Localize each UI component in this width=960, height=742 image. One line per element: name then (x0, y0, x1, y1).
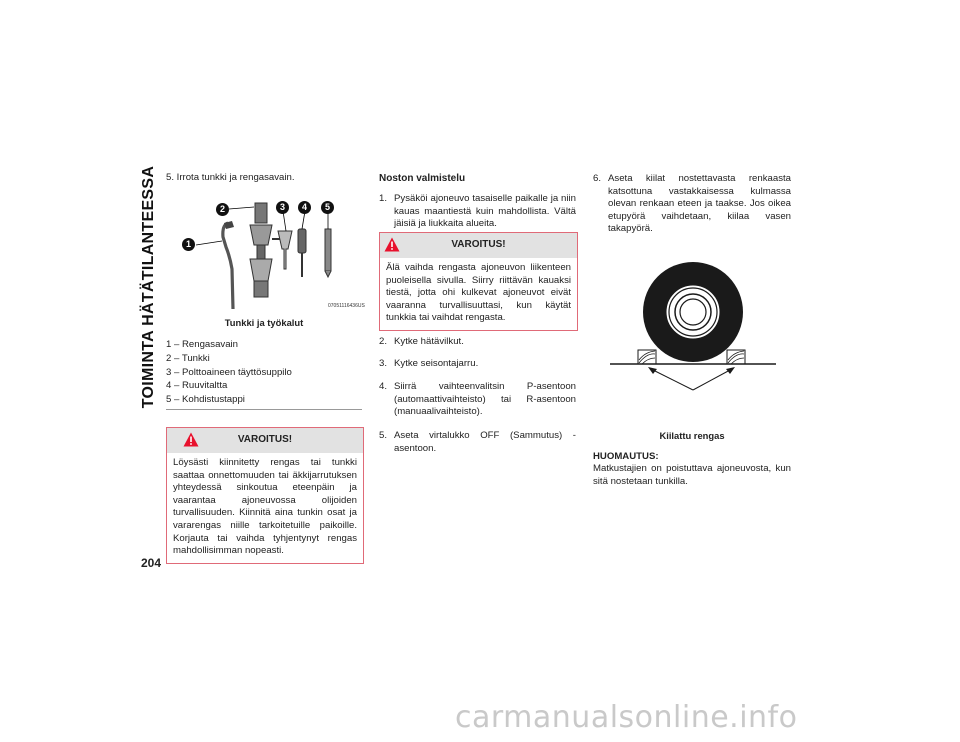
callout-2: 2 (216, 203, 229, 216)
col2-step-1: 1. Pysäköi ajoneuvo tasaiselle paikalle ja niin kauas maantiestä kuin mahdollista. Vältä jäisiä ja liukkaita alueita. (379, 193, 576, 230)
note-title: HUOMAUTUS: (593, 451, 659, 462)
col3-step-6: 6. Aseta kiilat nostettavasta renkaasta katsottuna vastakkaisessa kulmassa olevan renkaan eteen ja taakse. Jos oikea etupyörä vaihdetaan, kiilaa vasen takapyörä. (593, 173, 791, 235)
callout-5: 5 (321, 201, 334, 214)
col2-step-4: 4. Siirrä vaihteenvalitsin P-asentoon (automaattivaihteisto) tai R-asentoon (manuaalivaihteisto). (379, 381, 576, 418)
warning-title: VAROITUS! (451, 239, 506, 250)
warning-header (167, 428, 363, 453)
col2-step-5: 5. Aseta virtalukko OFF (Sammutus) -asentoon. (379, 430, 576, 454)
watermark: carmanualsonline.info (455, 700, 798, 735)
legend-divider (166, 409, 362, 410)
warning-box-2 (379, 232, 578, 331)
tools-legend (166, 338, 362, 407)
legend-item: 5 – Kohdistustappi (166, 394, 245, 406)
wheel-chock-figure (608, 262, 778, 392)
legend-item: 3 – Polttoaineen täyttösuppilo (166, 366, 292, 378)
tools-caption: Tunkki ja työkalut (224, 317, 304, 328)
warning-body: Löysästi kiinnitetty rengas tai tunkki saattaa onnettomuuden tai äkkijarrutuksen yhteydessä sinkoutua eteenpäin ja vaarantaa ajoneuvossa olijoiden turvallisuuden. Kiinnitä aina tunkin osat ja vararengas niille tarkoitetuille paikoille. Korjauta tai vaihda tyhjentynyt rengas mahdollisimman nopeasti. (173, 457, 357, 557)
col1-step-5: 5. Irrota tunkki ja rengasavain. (166, 172, 295, 183)
note-body: Matkustajien on poistuttava ajoneuvosta, kun sitä nostetaan tunkilla. (593, 463, 791, 487)
warning-body: Älä vaihda rengasta ajoneuvon liikenteen puoleisella sivulla. Siirry riittävän kauaksi tiestä, jotta ohi kulkevat ajoneuvot eivät vaaranna turvallisuuttasi, kun käytät tunkkia tai vaihdat rengasta. (386, 262, 571, 324)
callout-1: 1 (182, 238, 195, 251)
section-heading: Noston valmistelu (379, 173, 466, 184)
legend-item: 4 – Ruuvitaltta (166, 380, 228, 392)
tools-figure (180, 195, 365, 315)
col2-step-2: 2. Kytke hätävilkut. (379, 336, 464, 347)
warning-header (380, 233, 577, 258)
page-number: 204 (141, 556, 162, 570)
callout-3: 3 (276, 201, 289, 214)
warning-box-1 (166, 427, 364, 564)
callout-4: 4 (298, 201, 311, 214)
chock-right (727, 350, 745, 364)
figure-code: 07051116436US (328, 303, 365, 309)
chock-left (638, 350, 656, 364)
section-title (137, 165, 161, 409)
section-title-text: TOIMINTA HÄTÄTILANTEESSA (140, 165, 157, 409)
wheel-chock-caption: Kiilattu rengas (659, 430, 725, 441)
col2-step-3: 3. Kytke seisontajarru. (379, 358, 479, 369)
legend-item: 1 – Rengasavain (166, 339, 239, 350)
warning-title: VAROITUS! (237, 434, 293, 445)
legend-item: 2 – Tunkki (166, 352, 210, 364)
wheel-chock-illustration (608, 262, 778, 392)
